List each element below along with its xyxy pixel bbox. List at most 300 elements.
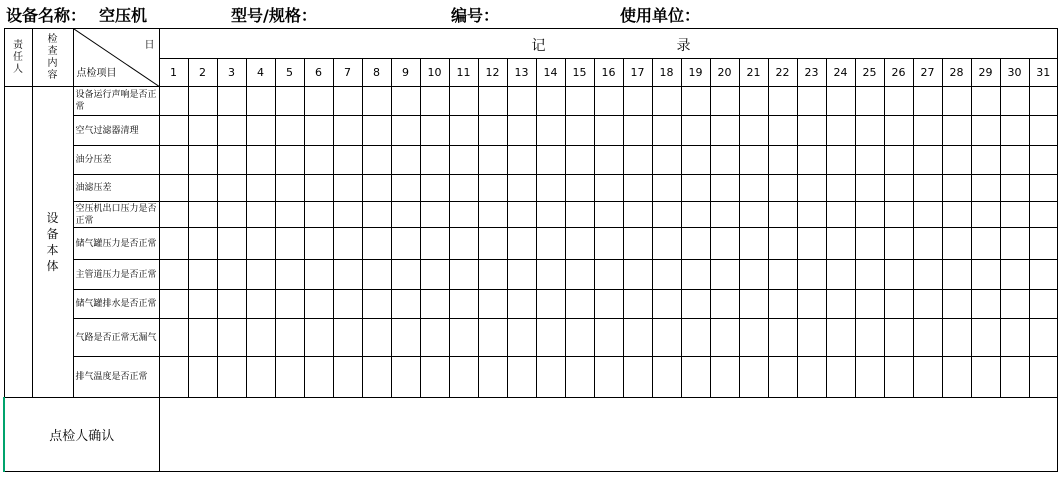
record-cell[interactable] (1000, 290, 1029, 319)
record-cell[interactable] (565, 319, 594, 357)
record-cell[interactable] (536, 290, 565, 319)
record-cell[interactable] (1000, 175, 1029, 202)
record-cell[interactable] (681, 202, 710, 228)
record-cell[interactable] (594, 260, 623, 290)
record-cell[interactable] (797, 175, 826, 202)
record-cell[interactable] (681, 357, 710, 398)
record-cell[interactable] (710, 228, 739, 260)
record-cell[interactable] (275, 260, 304, 290)
record-cell[interactable] (420, 87, 449, 116)
record-cell[interactable] (565, 228, 594, 260)
record-cell[interactable] (913, 319, 942, 357)
record-cell[interactable] (449, 260, 478, 290)
record-cell[interactable] (478, 202, 507, 228)
record-cell[interactable] (333, 116, 362, 146)
record-cell[interactable] (971, 319, 1000, 357)
record-cell[interactable] (362, 175, 391, 202)
record-cell[interactable] (913, 146, 942, 175)
record-cell[interactable] (449, 175, 478, 202)
record-cell[interactable] (188, 175, 217, 202)
record-cell[interactable] (188, 357, 217, 398)
record-cell[interactable] (420, 357, 449, 398)
record-cell[interactable] (884, 175, 913, 202)
record-cell[interactable] (594, 357, 623, 398)
record-cell[interactable] (1029, 357, 1057, 398)
record-cell[interactable] (217, 116, 246, 146)
record-cell[interactable] (855, 202, 884, 228)
record-cell[interactable] (362, 319, 391, 357)
record-cell[interactable] (275, 146, 304, 175)
responsible-person-cell[interactable] (4, 87, 32, 398)
record-cell[interactable] (652, 87, 681, 116)
record-cell[interactable] (652, 319, 681, 357)
record-cell[interactable] (971, 146, 1000, 175)
record-cell[interactable] (739, 228, 768, 260)
record-cell[interactable] (159, 260, 188, 290)
record-cell[interactable] (623, 87, 652, 116)
record-cell[interactable] (681, 319, 710, 357)
record-cell[interactable] (652, 290, 681, 319)
record-cell[interactable] (710, 116, 739, 146)
record-cell[interactable] (942, 357, 971, 398)
record-cell[interactable] (681, 228, 710, 260)
record-cell[interactable] (710, 319, 739, 357)
record-cell[interactable] (507, 290, 536, 319)
record-cell[interactable] (768, 87, 797, 116)
record-cell[interactable] (333, 175, 362, 202)
record-cell[interactable] (681, 116, 710, 146)
inspector-signature-area[interactable] (159, 398, 1057, 472)
record-cell[interactable] (826, 228, 855, 260)
record-cell[interactable] (623, 290, 652, 319)
record-cell[interactable] (391, 202, 420, 228)
record-cell[interactable] (594, 146, 623, 175)
record-cell[interactable] (159, 319, 188, 357)
record-cell[interactable] (391, 228, 420, 260)
record-cell[interactable] (507, 357, 536, 398)
record-cell[interactable] (971, 290, 1000, 319)
record-cell[interactable] (449, 319, 478, 357)
record-cell[interactable] (797, 228, 826, 260)
record-cell[interactable] (536, 228, 565, 260)
record-cell[interactable] (507, 202, 536, 228)
record-cell[interactable] (507, 175, 536, 202)
record-cell[interactable] (768, 319, 797, 357)
record-cell[interactable] (1000, 116, 1029, 146)
record-cell[interactable] (565, 290, 594, 319)
record-cell[interactable] (159, 228, 188, 260)
record-cell[interactable] (739, 146, 768, 175)
record-cell[interactable] (739, 116, 768, 146)
record-cell[interactable] (652, 116, 681, 146)
record-cell[interactable] (739, 319, 768, 357)
record-cell[interactable] (420, 260, 449, 290)
record-cell[interactable] (797, 116, 826, 146)
record-cell[interactable] (797, 290, 826, 319)
record-cell[interactable] (275, 175, 304, 202)
record-cell[interactable] (333, 319, 362, 357)
record-cell[interactable] (884, 260, 913, 290)
record-cell[interactable] (275, 228, 304, 260)
record-cell[interactable] (217, 260, 246, 290)
record-cell[interactable] (333, 357, 362, 398)
record-cell[interactable] (188, 116, 217, 146)
record-cell[interactable] (275, 202, 304, 228)
record-cell[interactable] (304, 87, 333, 116)
record-cell[interactable] (391, 87, 420, 116)
record-cell[interactable] (942, 228, 971, 260)
record-cell[interactable] (159, 357, 188, 398)
record-cell[interactable] (1000, 319, 1029, 357)
record-cell[interactable] (333, 146, 362, 175)
record-cell[interactable] (565, 87, 594, 116)
record-cell[interactable] (826, 175, 855, 202)
record-cell[interactable] (188, 260, 217, 290)
record-cell[interactable] (188, 146, 217, 175)
record-cell[interactable] (1029, 146, 1057, 175)
record-cell[interactable] (681, 290, 710, 319)
record-cell[interactable] (623, 260, 652, 290)
record-cell[interactable] (855, 290, 884, 319)
record-cell[interactable] (797, 260, 826, 290)
record-cell[interactable] (362, 357, 391, 398)
record-cell[interactable] (478, 228, 507, 260)
record-cell[interactable] (855, 260, 884, 290)
record-cell[interactable] (217, 228, 246, 260)
record-cell[interactable] (623, 175, 652, 202)
record-cell[interactable] (246, 146, 275, 175)
record-cell[interactable] (536, 87, 565, 116)
record-cell[interactable] (333, 260, 362, 290)
record-cell[interactable] (478, 116, 507, 146)
record-cell[interactable] (971, 202, 1000, 228)
record-cell[interactable] (594, 202, 623, 228)
record-cell[interactable] (855, 228, 884, 260)
record-cell[interactable] (942, 260, 971, 290)
record-cell[interactable] (1000, 146, 1029, 175)
record-cell[interactable] (594, 319, 623, 357)
record-cell[interactable] (913, 116, 942, 146)
record-cell[interactable] (362, 116, 391, 146)
record-cell[interactable] (536, 116, 565, 146)
record-cell[interactable] (913, 357, 942, 398)
record-cell[interactable] (1029, 116, 1057, 146)
record-cell[interactable] (855, 87, 884, 116)
record-cell[interactable] (710, 87, 739, 116)
record-cell[interactable] (362, 228, 391, 260)
record-cell[interactable] (594, 228, 623, 260)
record-cell[interactable] (681, 260, 710, 290)
record-cell[interactable] (971, 228, 1000, 260)
record-cell[interactable] (246, 319, 275, 357)
record-cell[interactable] (826, 319, 855, 357)
record-cell[interactable] (797, 357, 826, 398)
record-cell[interactable] (391, 290, 420, 319)
record-cell[interactable] (217, 87, 246, 116)
record-cell[interactable] (246, 228, 275, 260)
record-cell[interactable] (739, 290, 768, 319)
record-cell[interactable] (246, 260, 275, 290)
record-cell[interactable] (768, 260, 797, 290)
record-cell[interactable] (623, 202, 652, 228)
record-cell[interactable] (913, 87, 942, 116)
record-cell[interactable] (826, 357, 855, 398)
record-cell[interactable] (594, 175, 623, 202)
record-cell[interactable] (594, 116, 623, 146)
record-cell[interactable] (1000, 228, 1029, 260)
record-cell[interactable] (333, 87, 362, 116)
record-cell[interactable] (304, 357, 333, 398)
record-cell[interactable] (768, 290, 797, 319)
record-cell[interactable] (710, 146, 739, 175)
record-cell[interactable] (1029, 260, 1057, 290)
record-cell[interactable] (304, 260, 333, 290)
record-cell[interactable] (913, 175, 942, 202)
record-cell[interactable] (855, 357, 884, 398)
record-cell[interactable] (159, 175, 188, 202)
record-cell[interactable] (478, 260, 507, 290)
record-cell[interactable] (362, 202, 391, 228)
record-cell[interactable] (217, 146, 246, 175)
record-cell[interactable] (565, 146, 594, 175)
record-cell[interactable] (507, 260, 536, 290)
record-cell[interactable] (478, 87, 507, 116)
record-cell[interactable] (275, 357, 304, 398)
record-cell[interactable] (1029, 175, 1057, 202)
record-cell[interactable] (304, 202, 333, 228)
record-cell[interactable] (971, 175, 1000, 202)
record-cell[interactable] (913, 290, 942, 319)
record-cell[interactable] (565, 202, 594, 228)
record-cell[interactable] (942, 116, 971, 146)
record-cell[interactable] (855, 175, 884, 202)
record-cell[interactable] (246, 290, 275, 319)
record-cell[interactable] (217, 319, 246, 357)
record-cell[interactable] (159, 146, 188, 175)
record-cell[interactable] (159, 202, 188, 228)
record-cell[interactable] (913, 202, 942, 228)
record-cell[interactable] (971, 357, 1000, 398)
record-cell[interactable] (275, 87, 304, 116)
record-cell[interactable] (1000, 260, 1029, 290)
record-cell[interactable] (623, 357, 652, 398)
record-cell[interactable] (1029, 228, 1057, 260)
record-cell[interactable] (768, 357, 797, 398)
record-cell[interactable] (971, 87, 1000, 116)
record-cell[interactable] (536, 175, 565, 202)
record-cell[interactable] (942, 146, 971, 175)
record-cell[interactable] (217, 357, 246, 398)
record-cell[interactable] (1029, 202, 1057, 228)
record-cell[interactable] (681, 175, 710, 202)
record-cell[interactable] (304, 116, 333, 146)
record-cell[interactable] (304, 290, 333, 319)
record-cell[interactable] (710, 202, 739, 228)
record-cell[interactable] (739, 87, 768, 116)
record-cell[interactable] (159, 290, 188, 319)
record-cell[interactable] (826, 87, 855, 116)
record-cell[interactable] (942, 202, 971, 228)
record-cell[interactable] (536, 202, 565, 228)
record-cell[interactable] (304, 146, 333, 175)
record-cell[interactable] (362, 87, 391, 116)
record-cell[interactable] (710, 175, 739, 202)
record-cell[interactable] (942, 87, 971, 116)
record-cell[interactable] (1000, 357, 1029, 398)
record-cell[interactable] (275, 116, 304, 146)
record-cell[interactable] (362, 290, 391, 319)
record-cell[interactable] (739, 175, 768, 202)
record-cell[interactable] (449, 228, 478, 260)
record-cell[interactable] (565, 116, 594, 146)
record-cell[interactable] (797, 202, 826, 228)
record-cell[interactable] (826, 116, 855, 146)
record-cell[interactable] (159, 116, 188, 146)
record-cell[interactable] (536, 146, 565, 175)
record-cell[interactable] (391, 146, 420, 175)
record-cell[interactable] (623, 116, 652, 146)
record-cell[interactable] (449, 357, 478, 398)
record-cell[interactable] (884, 319, 913, 357)
record-cell[interactable] (391, 116, 420, 146)
record-cell[interactable] (681, 146, 710, 175)
record-cell[interactable] (536, 357, 565, 398)
record-cell[interactable] (652, 175, 681, 202)
record-cell[interactable] (826, 290, 855, 319)
record-cell[interactable] (565, 175, 594, 202)
record-cell[interactable] (246, 175, 275, 202)
record-cell[interactable] (391, 319, 420, 357)
record-cell[interactable] (797, 146, 826, 175)
record-cell[interactable] (536, 260, 565, 290)
record-cell[interactable] (1029, 87, 1057, 116)
record-cell[interactable] (420, 175, 449, 202)
record-cell[interactable] (188, 87, 217, 116)
record-cell[interactable] (710, 260, 739, 290)
record-cell[interactable] (1029, 319, 1057, 357)
record-cell[interactable] (623, 228, 652, 260)
record-cell[interactable] (797, 87, 826, 116)
record-cell[interactable] (449, 146, 478, 175)
record-cell[interactable] (304, 228, 333, 260)
record-cell[interactable] (449, 87, 478, 116)
record-cell[interactable] (884, 146, 913, 175)
record-cell[interactable] (797, 319, 826, 357)
record-cell[interactable] (420, 116, 449, 146)
record-cell[interactable] (333, 202, 362, 228)
record-cell[interactable] (246, 87, 275, 116)
record-cell[interactable] (478, 290, 507, 319)
record-cell[interactable] (275, 319, 304, 357)
record-cell[interactable] (449, 116, 478, 146)
record-cell[interactable] (623, 319, 652, 357)
record-cell[interactable] (507, 87, 536, 116)
record-cell[interactable] (565, 357, 594, 398)
record-cell[interactable] (507, 228, 536, 260)
record-cell[interactable] (826, 146, 855, 175)
record-cell[interactable] (420, 319, 449, 357)
record-cell[interactable] (884, 202, 913, 228)
record-cell[interactable] (884, 116, 913, 146)
record-cell[interactable] (826, 260, 855, 290)
record-cell[interactable] (188, 228, 217, 260)
record-cell[interactable] (304, 319, 333, 357)
record-cell[interactable] (884, 290, 913, 319)
record-cell[interactable] (768, 228, 797, 260)
record-cell[interactable] (449, 202, 478, 228)
record-cell[interactable] (565, 260, 594, 290)
record-cell[interactable] (710, 290, 739, 319)
record-cell[interactable] (855, 319, 884, 357)
record-cell[interactable] (768, 202, 797, 228)
record-cell[interactable] (188, 290, 217, 319)
record-cell[interactable] (391, 175, 420, 202)
record-cell[interactable] (739, 202, 768, 228)
record-cell[interactable] (652, 228, 681, 260)
record-cell[interactable] (971, 116, 1000, 146)
record-cell[interactable] (884, 87, 913, 116)
record-cell[interactable] (449, 290, 478, 319)
record-cell[interactable] (710, 357, 739, 398)
record-cell[interactable] (333, 228, 362, 260)
record-cell[interactable] (739, 260, 768, 290)
record-cell[interactable] (304, 175, 333, 202)
record-cell[interactable] (855, 146, 884, 175)
record-cell[interactable] (652, 202, 681, 228)
record-cell[interactable] (275, 290, 304, 319)
record-cell[interactable] (594, 87, 623, 116)
record-cell[interactable] (246, 202, 275, 228)
record-cell[interactable] (1000, 87, 1029, 116)
record-cell[interactable] (536, 319, 565, 357)
record-cell[interactable] (246, 116, 275, 146)
record-cell[interactable] (217, 290, 246, 319)
record-cell[interactable] (681, 87, 710, 116)
record-cell[interactable] (391, 357, 420, 398)
record-cell[interactable] (652, 357, 681, 398)
record-cell[interactable] (594, 290, 623, 319)
record-cell[interactable] (478, 146, 507, 175)
record-cell[interactable] (217, 202, 246, 228)
record-cell[interactable] (971, 260, 1000, 290)
record-cell[interactable] (739, 357, 768, 398)
record-cell[interactable] (362, 260, 391, 290)
record-cell[interactable] (217, 175, 246, 202)
record-cell[interactable] (478, 357, 507, 398)
record-cell[interactable] (942, 290, 971, 319)
record-cell[interactable] (333, 290, 362, 319)
record-cell[interactable] (246, 357, 275, 398)
record-cell[interactable] (1029, 290, 1057, 319)
record-cell[interactable] (652, 260, 681, 290)
record-cell[interactable] (507, 116, 536, 146)
record-cell[interactable] (913, 260, 942, 290)
record-cell[interactable] (420, 146, 449, 175)
record-cell[interactable] (942, 319, 971, 357)
record-cell[interactable] (884, 228, 913, 260)
record-cell[interactable] (942, 175, 971, 202)
record-cell[interactable] (420, 228, 449, 260)
record-cell[interactable] (188, 202, 217, 228)
record-cell[interactable] (652, 146, 681, 175)
record-cell[interactable] (507, 319, 536, 357)
record-cell[interactable] (855, 116, 884, 146)
record-cell[interactable] (1000, 202, 1029, 228)
record-cell[interactable] (884, 357, 913, 398)
record-cell[interactable] (188, 319, 217, 357)
record-cell[interactable] (478, 175, 507, 202)
record-cell[interactable] (391, 260, 420, 290)
